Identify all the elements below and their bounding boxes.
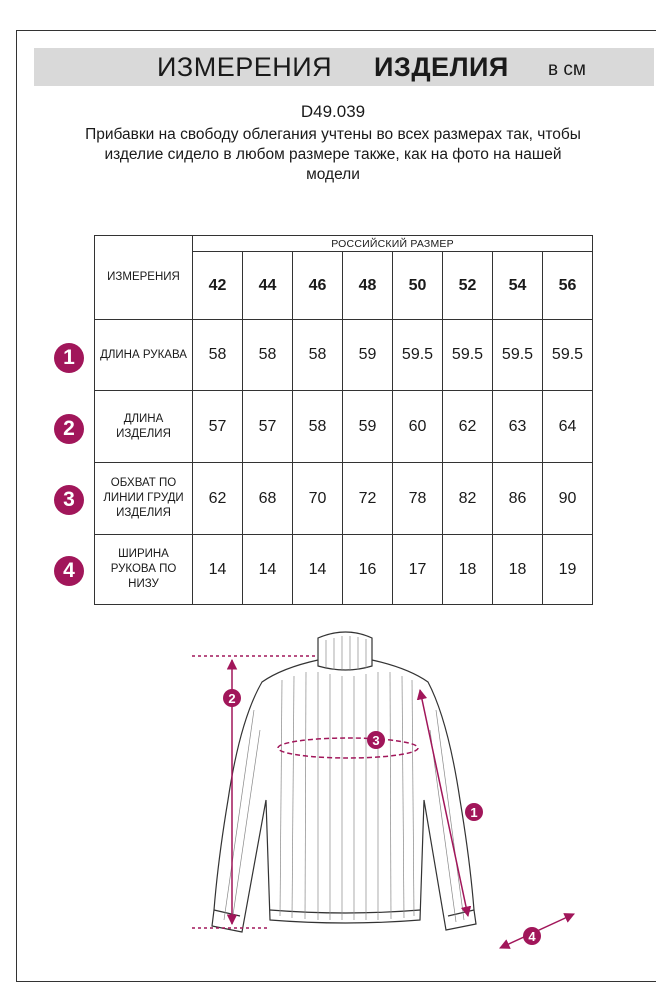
size-header: 52 bbox=[443, 252, 493, 320]
table-cell: 82 bbox=[443, 463, 493, 535]
table-cell: 59.5 bbox=[543, 320, 593, 391]
table-cell: 62 bbox=[193, 463, 243, 535]
table-cell: 58 bbox=[293, 391, 343, 463]
marker-4-label: 4 bbox=[528, 929, 536, 944]
size-header: 54 bbox=[493, 252, 543, 320]
table-cell: 70 bbox=[293, 463, 343, 535]
size-header: 50 bbox=[393, 252, 443, 320]
size-header: 42 bbox=[193, 252, 243, 320]
fit-note: Прибавки на свободу облегания учтены во всех размерах так, чтобы изделие сидело в любом размере также, как на фото на нашей модели bbox=[85, 126, 581, 183]
size-group-header: РОССИЙСКИЙ РАЗМЕР bbox=[193, 236, 593, 252]
table-cell: 78 bbox=[393, 463, 443, 535]
row-badge-2: 2 bbox=[54, 414, 84, 444]
row-badge-1: 1 bbox=[54, 343, 84, 373]
table-cell: 63 bbox=[493, 391, 543, 463]
table-cell: 18 bbox=[493, 535, 543, 605]
size-header: 56 bbox=[543, 252, 593, 320]
table-cell: 59 bbox=[343, 320, 393, 391]
table-cell: 14 bbox=[243, 535, 293, 605]
corner-label: ИЗМЕРЕНИЯ bbox=[95, 236, 193, 320]
table-row bbox=[95, 463, 593, 535]
row-label-sleeve-length: ДЛИНА РУКАВА bbox=[95, 320, 193, 391]
table-cell: 16 bbox=[343, 535, 393, 605]
table-cell: 59.5 bbox=[443, 320, 493, 391]
row-label-sleeve-width: ШИРИНА РУКОВА ПО НИЗУ bbox=[95, 535, 193, 605]
table-cell: 14 bbox=[193, 535, 243, 605]
size-table bbox=[94, 235, 593, 605]
title-unit: в см bbox=[548, 59, 586, 80]
table-cell: 58 bbox=[243, 320, 293, 391]
marker-3-label: 3 bbox=[372, 733, 380, 748]
table-cell: 18 bbox=[443, 535, 493, 605]
table-cell: 19 bbox=[543, 535, 593, 605]
table-cell: 72 bbox=[343, 463, 393, 535]
row-label-garment-length: ДЛИНА ИЗДЕЛИЯ bbox=[95, 391, 193, 463]
garment-outline bbox=[212, 632, 476, 932]
diagram-markers bbox=[223, 689, 541, 945]
row-badge-4: 4 bbox=[54, 556, 84, 586]
table-cell: 90 bbox=[543, 463, 593, 535]
marker-1-label: 1 bbox=[470, 805, 478, 820]
table-row bbox=[95, 391, 593, 463]
article-code: D49.039 bbox=[300, 102, 366, 121]
table-cell: 64 bbox=[543, 391, 593, 463]
marker-2-label: 2 bbox=[228, 691, 236, 706]
table-cell: 58 bbox=[293, 320, 343, 391]
table-cell: 62 bbox=[443, 391, 493, 463]
table-cell: 57 bbox=[193, 391, 243, 463]
table-cell: 58 bbox=[193, 320, 243, 391]
size-header: 46 bbox=[293, 252, 343, 320]
rib-lines bbox=[224, 636, 464, 922]
table-row bbox=[95, 535, 593, 605]
table-cell: 17 bbox=[393, 535, 443, 605]
title-garment: ИЗДЕЛИЯ bbox=[374, 52, 509, 82]
table-cell: 86 bbox=[493, 463, 543, 535]
table-cell: 59.5 bbox=[493, 320, 543, 391]
size-header: 48 bbox=[343, 252, 393, 320]
row-badge-3: 3 bbox=[54, 485, 84, 515]
size-header: 44 bbox=[243, 252, 293, 320]
title-measurements: ИЗМЕРЕНИЯ bbox=[157, 52, 333, 82]
table-cell: 14 bbox=[293, 535, 343, 605]
table-cell: 68 bbox=[243, 463, 293, 535]
row-label-chest-girth: ОБХВАТ ПО ЛИНИИ ГРУДИ ИЗДЕЛИЯ bbox=[95, 463, 193, 535]
table-row bbox=[95, 320, 593, 391]
turtleneck-sketch bbox=[0, 620, 666, 960]
table-cell: 59.5 bbox=[393, 320, 443, 391]
table-cell: 57 bbox=[243, 391, 293, 463]
table-cell: 60 bbox=[393, 391, 443, 463]
table-cell: 59 bbox=[343, 391, 393, 463]
chest-ellipse bbox=[278, 738, 418, 758]
